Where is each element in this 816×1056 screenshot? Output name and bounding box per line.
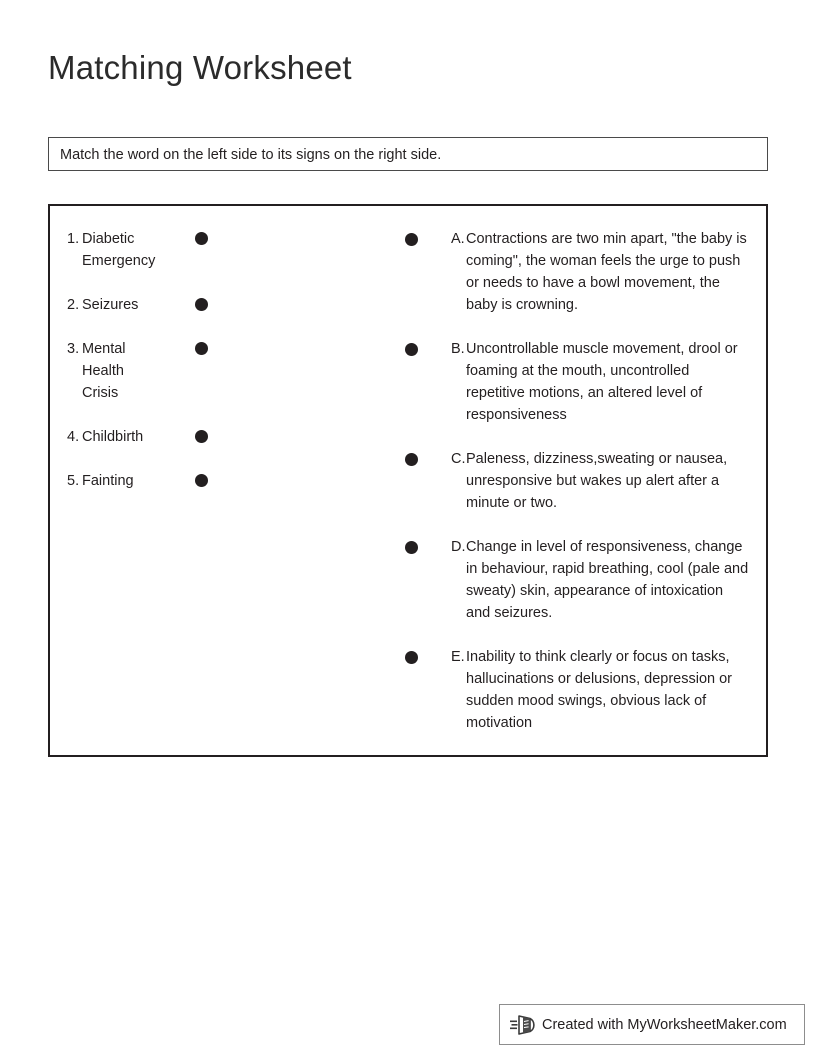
term-connector-dot[interactable] [195,430,208,443]
answer-text: Uncontrollable muscle movement, drool or foaming at the mouth, uncontrolled repetitive motions, an altered level of responsiveness [466,341,738,423]
instructions-text: Match the word on the left side to its signs on the right side. [60,147,442,163]
term-label: Mental Health Crisis [82,341,126,401]
answer-connector-dot[interactable] [405,453,418,466]
page-title: Matching Worksheet [48,49,352,86]
term-label: Diabetic Emergency [82,231,156,269]
answer-text: Paleness, dizziness,sweating or nausea, unresponsive but wakes up alert after a minute or two. [466,451,728,511]
worksheet-maker-logo-icon [510,1013,536,1037]
term-row [67,228,252,272]
term-label: Fainting [82,473,134,489]
answer-row [405,448,750,514]
term-label: Seizures [82,297,139,313]
term-row [67,294,252,316]
term-number: 5. [67,473,80,489]
answer-connector-dot[interactable] [405,343,418,356]
answer-connector-dot[interactable] [405,651,418,664]
matching-exercise-box [48,204,768,757]
answer-row [405,536,750,624]
term-number: 4. [67,429,80,445]
answer-row [405,338,750,426]
term-label: Childbirth [82,429,144,445]
answer-letter: A. [451,231,465,247]
instructions-box [48,137,768,171]
answer-letter: C. [451,451,466,467]
term-row [67,470,252,492]
term-connector-dot[interactable] [195,298,208,311]
answers-column [405,228,750,734]
answer-row [405,646,750,734]
answer-text: Contractions are two min apart, "the baby is coming", the woman feels the urge to push or needs to have a bowl movement, the baby is crowning. [466,231,747,313]
term-number: 1. [67,231,80,247]
term-connector-dot[interactable] [195,342,208,355]
answer-letter: B. [451,341,465,357]
term-connector-dot[interactable] [195,232,208,245]
term-row [67,338,252,404]
answer-letter: D. [451,539,466,555]
term-connector-dot[interactable] [195,474,208,487]
answer-text: Change in level of responsiveness, change in behaviour, rapid breathing, cool (pale and sweaty) skin, appearance of intoxication and seizures. [466,539,749,621]
answer-letter: E. [451,649,465,665]
answer-connector-dot[interactable] [405,541,418,554]
worksheet-maker-credit-badge[interactable] [499,1004,805,1045]
answer-text: Inability to think clearly or focus on tasks, hallucinations or delusions, depression or sudden mood swings, obvious lack of motivation [466,649,732,731]
term-number: 2. [67,297,80,313]
answer-connector-dot[interactable] [405,233,418,246]
terms-column [67,228,252,492]
credit-text: Created with MyWorksheetMaker.com [542,1016,787,1033]
answer-row [405,228,750,316]
term-number: 3. [67,341,80,357]
term-row [67,426,252,448]
